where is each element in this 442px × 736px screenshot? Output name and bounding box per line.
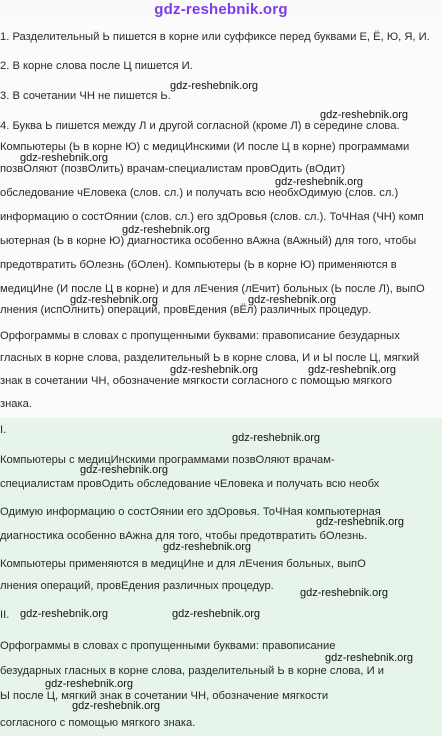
watermark: gdz-reshebnik.org [275,176,364,188]
exercise-line: позвОляют (позвОлить) врачам-специалистам провОдить (вОдит) [0,163,346,175]
watermark: gdz-reshebnik.org [70,294,159,306]
exercise-line: лнения (испОлнить) операций, провЕдения (вЁл) различных процедур. [0,304,372,316]
section-1-line: Одимую информацию о состОянии его здОровья. ТоЧНая компьютерная [0,506,381,518]
section-2-line: согласного с помощью мягкого знака. [0,717,196,729]
section-1-label: I. [0,424,7,436]
section-2-line: безударных гласных в корне слова, разделительный Ь в корне слова, И и [0,665,384,677]
watermark: gdz-reshebnik.org [20,152,109,164]
section-2-line: Ы после Ц, мягкий знак в сочетании ЧН, обозначение мягкости [0,690,329,702]
watermark: gdz-reshebnik.org [325,652,414,664]
section-1-line: лнения операций, провЕдения различных процедур. [0,580,274,592]
watermark: gdz-reshebnik.org [316,516,405,528]
watermark: gdz-reshebnik.org [170,364,259,376]
exercise-line: предотвратить бОлезнь (бОлен). Компьютеры (Ь в корне Ю) применяются в [0,259,397,271]
section-1-line: Компьютеры применяются в медицИне и для лЕчения больных, выпО [0,558,366,570]
watermark: gdz-reshebnik.org [320,109,409,121]
watermark: gdz-reshebnik.org [232,432,321,444]
orthogram-line: знака. [0,398,33,410]
rule-3: 3. В сочетании ЧН не пишется Ь. [0,90,171,102]
section-1-line: специалистам провОдить обследование чЕловека и получать всю необх [0,478,380,490]
site-watermark-top[interactable]: gdz-reshebnik.org [154,1,288,18]
watermark: gdz-reshebnik.org [170,80,259,92]
exercise-line: ьютерная (Ь в корне Ю) диагностика особенно вАжна (вАжный) для того, чтобы [0,235,417,247]
watermark: gdz-reshebnik.org [163,541,252,553]
watermark: gdz-reshebnik.org [248,294,337,306]
watermark: gdz-reshebnik.org [45,678,134,690]
rule-4: 4. Буква Ь пишется между Л и другой согласной (кроме Л) в середине слова. [0,120,400,132]
exercise-line: Компьютеры (Ь в корне Ю) с медицИнскими (И после Ц в корне) программами [0,141,410,153]
section-1-line: Компьютеры с медицИнскими программами позвОляют врачам- [0,454,335,466]
section-1-line: диагностика особенно вАжна для того, чтобы предотвратить бОлезнь. [0,530,368,542]
orthogram-line: знак в сочетании ЧН, обозначение мягкости согласного с помощью мягкого [0,375,392,387]
exercise-line: медицИне (И после Ц в корне) и для лЕчения (лЕчит) больных (Ь после Л), выпО [0,283,425,295]
watermark: gdz-reshebnik.org [122,224,211,236]
watermark: gdz-reshebnik.org [72,700,161,712]
section-2-line: Орфограммы в словах с пропущенными буквами: правописание [0,640,336,652]
watermark: gdz-reshebnik.org [172,608,261,620]
watermark: gdz-reshebnik.org [20,608,109,620]
rule-1: 1. Разделительный Ь пишется в корне или суффиксе перед буквами Е, Ё, Ю, Я, И. [0,31,430,43]
exercise-line: информацию о состОянии (слов. сл.) его здОровья (слов. сл.). ТоЧНая (ЧН) комп [0,211,424,223]
exercise-line: обследование чЕловека (слов. сл.) и получать всю необхОдимую (слов. сл.) [0,187,399,199]
orthogram-line: Орфограммы в словах с пропущенными буквами: правописание безударных [0,330,400,342]
section-2-label: II. [0,609,10,621]
watermark: gdz-reshebnik.org [80,464,169,476]
orthogram-line: гласных в корне слова, разделительный Ь в корне слова, И и Ы после Ц, мягкий [0,352,420,364]
watermark: gdz-reshebnik.org [308,364,397,376]
watermark: gdz-reshebnik.org [300,587,389,599]
rule-2: 2. В корне слова после Ц пишется И. [0,60,193,72]
